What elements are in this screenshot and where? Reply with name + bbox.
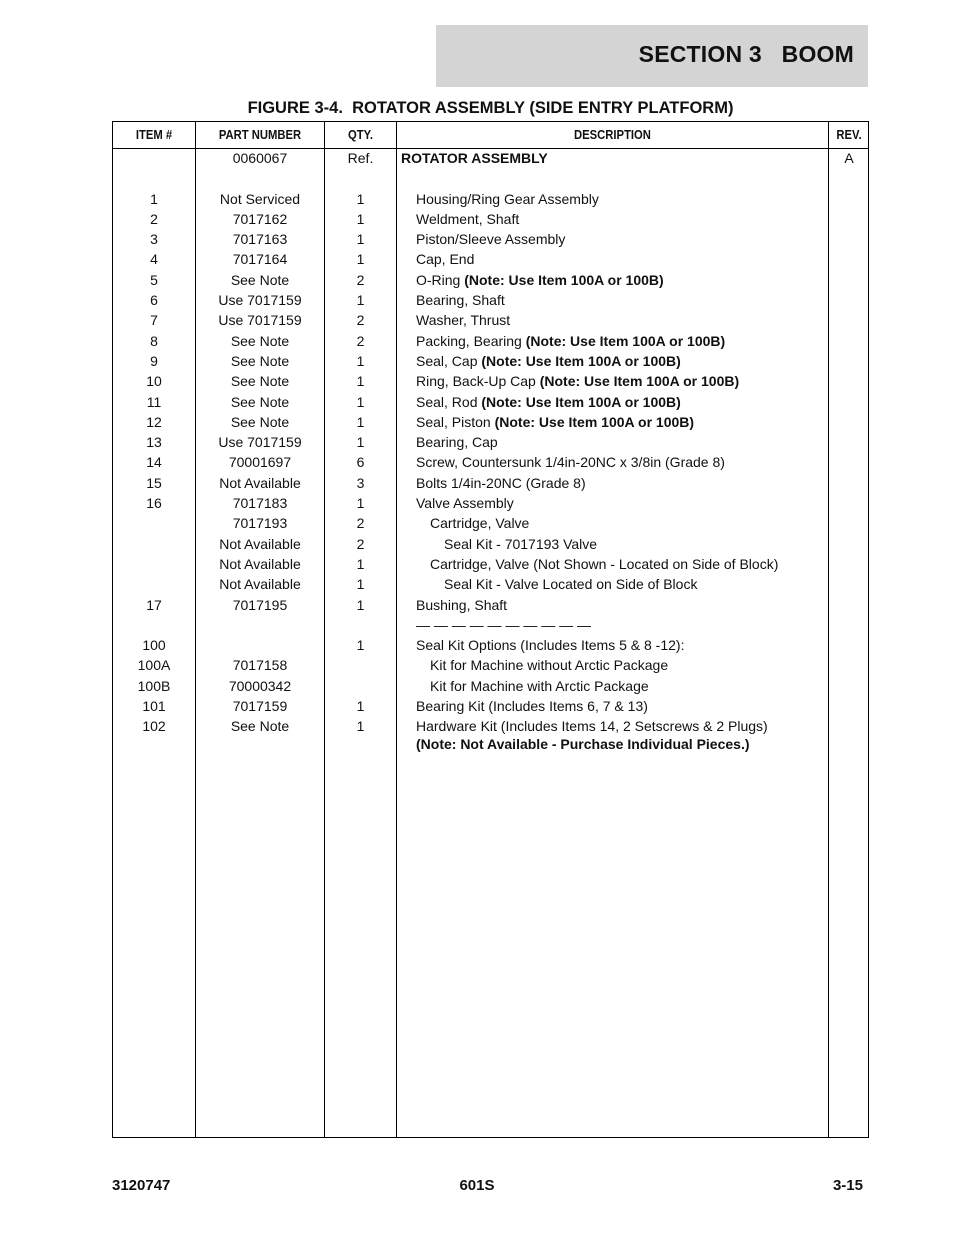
part-number: Use 7017159 — [218, 292, 302, 309]
item-number: 8 — [150, 332, 158, 349]
description-text: Cartridge, Valve — [430, 515, 530, 532]
table-row — [113, 656, 868, 676]
description — [401, 596, 841, 614]
section-title: SECTION 3 BOOM — [638, 41, 854, 67]
description-text: Ring, Back-Up Cap — [416, 373, 540, 390]
quantity: 2 — [356, 271, 365, 288]
quantity: 2 — [356, 312, 365, 329]
description — [401, 636, 841, 654]
part-number: See Note — [230, 332, 290, 349]
item-number: 4 — [150, 251, 158, 268]
table-row — [113, 535, 868, 555]
description-note: (Note: Not Available - Purchase Individual Pieces.) — [416, 736, 750, 753]
section-header-box — [436, 25, 868, 87]
description-text: Bearing, Cap — [416, 434, 498, 451]
quantity: 2 — [356, 515, 365, 532]
description-text: Bolts 1/4in-20NC (Grade 8) — [416, 474, 586, 491]
description — [401, 555, 855, 573]
item-number: 100 — [142, 637, 166, 654]
item-number: 6 — [150, 292, 158, 309]
description — [401, 149, 826, 167]
item-number: 17 — [146, 596, 162, 613]
description-text: Washer, Thrust — [416, 312, 511, 329]
description — [401, 616, 841, 634]
part-number: 7017159 — [232, 698, 288, 715]
table-row — [113, 697, 868, 717]
quantity: 1 — [356, 434, 365, 451]
part-number: See Note — [230, 413, 290, 430]
item-number: 5 — [150, 271, 158, 288]
table-row — [113, 311, 868, 331]
description — [401, 190, 841, 208]
description-text: Seal, Cap — [416, 352, 482, 369]
table-row — [113, 596, 868, 616]
item-number: 15 — [146, 474, 162, 491]
part-number: Not Available — [219, 576, 301, 593]
item-number: 16 — [146, 495, 162, 512]
table-row — [113, 149, 868, 169]
footer-doc-number: 3120747 — [112, 1177, 171, 1194]
description — [401, 271, 841, 289]
part-number: 70000342 — [228, 677, 292, 694]
table-row — [113, 169, 868, 189]
quantity: 1 — [356, 576, 365, 593]
description-text: Bearing Kit (Includes Items 6, 7 & 13) — [416, 698, 648, 715]
quantity: 1 — [356, 596, 365, 613]
table-row — [113, 494, 868, 514]
part-number: 7017163 — [232, 231, 288, 248]
quantity: 1 — [356, 210, 365, 227]
part-number: Not Serviced — [219, 190, 301, 207]
quantity: 1 — [356, 231, 365, 248]
table-row — [113, 636, 868, 656]
quantity: 2 — [356, 332, 365, 349]
item-number: 2 — [150, 210, 158, 227]
table-body — [113, 149, 868, 753]
description — [401, 514, 855, 532]
header-part-number: PART NUMBER — [218, 128, 302, 142]
table-row — [113, 393, 868, 413]
description — [401, 372, 841, 390]
item-number: 101 — [142, 698, 166, 715]
description-text: Weldment, Shaft — [416, 210, 520, 227]
table-row — [113, 413, 868, 433]
description — [401, 697, 841, 715]
description — [401, 311, 841, 329]
table-row — [113, 352, 868, 372]
description — [401, 717, 841, 753]
part-number: Not Available — [219, 474, 301, 491]
quantity: 1 — [356, 393, 365, 410]
description-text: Seal Kit - 7017193 Valve — [444, 535, 598, 552]
description-note: (Note: Use Item 100A or 100B) — [464, 271, 664, 288]
description-text: Cartridge, Valve (Not Shown - Located on Side of Block) — [430, 555, 779, 572]
quantity: 1 — [356, 555, 365, 572]
revision: A — [844, 150, 854, 166]
item-number: 10 — [146, 373, 162, 390]
part-number: Use 7017159 — [218, 312, 302, 329]
table-row — [113, 271, 868, 291]
description-note: (Note: Use Item 100A or 100B) — [481, 393, 681, 410]
quantity: 3 — [356, 474, 365, 491]
description-text: Screw, Countersunk 1/4in-20NC x 3/8in (Grade 8) — [416, 454, 725, 471]
table-row — [113, 616, 868, 636]
part-number: Not Available — [219, 555, 301, 572]
description-text: Seal Kit Options (Includes Items 5 & 8 -12): — [416, 637, 685, 654]
part-number: 7017183 — [232, 495, 288, 512]
footer-page-number: 3-15 — [832, 1177, 863, 1194]
part-number: See Note — [230, 393, 290, 410]
item-number: 100A — [137, 657, 171, 674]
description-text: Kit for Machine without Arctic Package — [430, 657, 669, 674]
table-row — [113, 210, 868, 230]
part-number: 7017162 — [232, 210, 288, 227]
description — [401, 575, 869, 593]
quantity: 6 — [356, 454, 365, 471]
quantity: 1 — [356, 352, 365, 369]
description-text: Bearing, Shaft — [416, 292, 505, 309]
part-number: See Note — [230, 352, 290, 369]
header-rev: REV. — [836, 128, 862, 142]
quantity: Ref. — [347, 150, 374, 166]
table-row — [113, 230, 868, 250]
item-number: 13 — [146, 434, 162, 451]
figure-title: FIGURE 3-4. ROTATOR ASSEMBLY (SIDE ENTRY PLATFORM) — [247, 99, 734, 117]
description-text: Valve Assembly — [416, 495, 514, 512]
description-text: Packing, Bearing — [416, 332, 526, 349]
quantity: 2 — [356, 535, 365, 552]
description-text: Housing/Ring Gear Assembly — [416, 190, 599, 207]
table-row — [113, 250, 868, 270]
description-note: (Note: Use Item 100A or 100B) — [539, 373, 740, 390]
header-description: DESCRIPTION — [574, 128, 651, 142]
item-number: 12 — [146, 413, 162, 430]
quantity: 1 — [356, 698, 365, 715]
table-row — [113, 332, 868, 352]
description — [401, 474, 841, 492]
item-number: 1 — [150, 190, 158, 207]
description — [401, 250, 841, 268]
part-number: See Note — [230, 718, 290, 735]
description — [401, 332, 841, 350]
quantity: 1 — [356, 637, 365, 654]
parts-table — [112, 121, 869, 1138]
item-number: 3 — [150, 231, 158, 248]
description-text: Cap, End — [416, 251, 475, 268]
description-text: Seal, Piston — [416, 413, 495, 430]
header-qty: QTY. — [347, 128, 374, 142]
table-row — [113, 474, 868, 494]
description — [401, 393, 841, 411]
item-number: 14 — [146, 454, 162, 471]
table-row — [113, 372, 868, 392]
description-text: — — — — — — — — — — — [416, 616, 592, 633]
part-number: 70001697 — [228, 454, 292, 471]
item-number: 11 — [146, 393, 162, 410]
description — [401, 656, 855, 674]
description-note: (Note: Use Item 100A or 100B) — [481, 352, 681, 369]
part-number: 7017193 — [232, 515, 288, 532]
table-row — [113, 291, 868, 311]
item-number: 9 — [150, 352, 158, 369]
table-row — [113, 190, 868, 210]
quantity: 1 — [356, 292, 365, 309]
description — [401, 677, 855, 695]
description — [401, 230, 841, 248]
description — [401, 433, 841, 451]
description-text: Hardware Kit (Includes Items 14, 2 Setscrews & 2 Plugs) — [416, 718, 768, 735]
table-row — [113, 514, 868, 534]
description-text: Seal Kit - Valve Located on Side of Block — [444, 576, 698, 593]
part-number: 7017164 — [232, 251, 288, 268]
description-text: Kit for Machine with Arctic Package — [430, 677, 649, 694]
item-number: 100B — [137, 677, 171, 694]
header-item: ITEM # — [135, 128, 173, 142]
table-row — [113, 555, 868, 575]
description-text: O-Ring — [416, 271, 465, 288]
description-note: (Note: Use Item 100A or 100B) — [525, 332, 726, 349]
table-row — [113, 433, 868, 453]
table-row — [113, 717, 868, 753]
description — [401, 535, 869, 553]
description-text: Seal, Rod — [416, 393, 482, 410]
quantity: 1 — [356, 251, 365, 268]
description — [401, 494, 841, 512]
table-row — [113, 453, 868, 473]
part-number: 0060067 — [232, 150, 288, 166]
description — [401, 291, 841, 309]
quantity: 1 — [356, 413, 365, 430]
part-number: Use 7017159 — [218, 434, 302, 451]
description-text: Bushing, Shaft — [416, 596, 508, 613]
item-number: 102 — [142, 718, 166, 735]
description — [401, 453, 841, 471]
part-number: See Note — [230, 271, 290, 288]
quantity: 1 — [356, 718, 365, 735]
description-note: (Note: Use Item 100A or 100B) — [494, 413, 695, 430]
description — [401, 352, 841, 370]
item-number: 7 — [150, 312, 158, 329]
description-text: ROTATOR ASSEMBLY — [401, 150, 548, 166]
part-number: 7017195 — [232, 596, 288, 613]
part-number: See Note — [230, 373, 290, 390]
footer-model: 601S — [459, 1177, 495, 1194]
quantity: 1 — [356, 373, 365, 390]
part-number: 7017158 — [232, 657, 288, 674]
description — [401, 210, 841, 228]
description-text: Piston/Sleeve Assembly — [416, 231, 566, 248]
table-row — [113, 677, 868, 697]
part-number: Not Available — [219, 535, 301, 552]
quantity: 1 — [356, 495, 365, 512]
quantity: 1 — [356, 190, 365, 207]
description — [401, 413, 841, 431]
table-row — [113, 575, 868, 595]
